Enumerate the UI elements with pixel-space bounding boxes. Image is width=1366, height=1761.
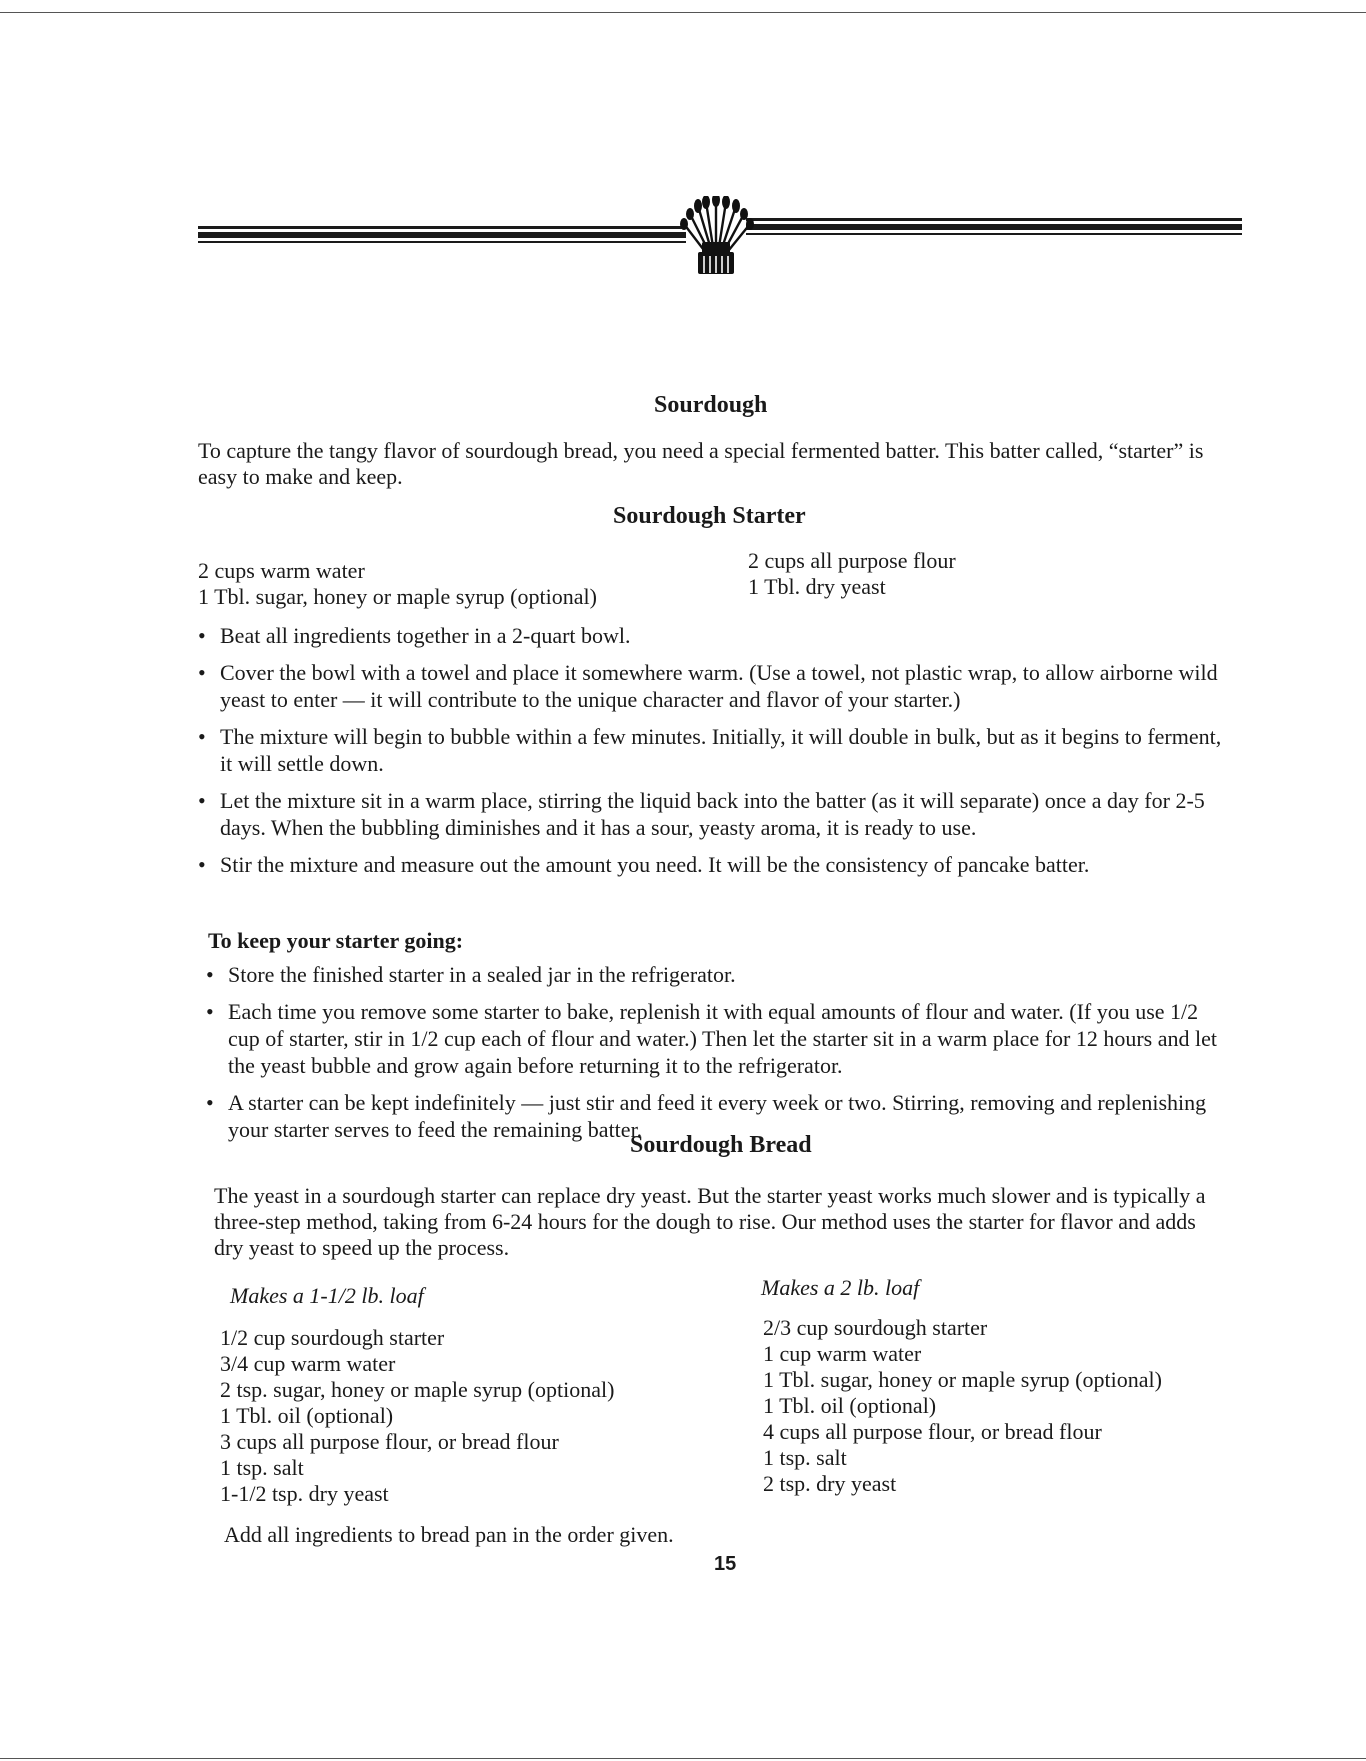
starter-step [198,851,1228,878]
small-loaf-heading: Makes a 1-1/2 lb. loaf [230,1283,424,1308]
bread-intro: The yeast in a sourdough starter can replace dry yeast. But the starter yeast works much slower and is typically a three-step method, taking from 6-24 hours for the dough to rise. Our method uses the starter for flavor and adds dry yeast to speed up the process. [214,1183,1206,1260]
keep-step [206,961,1230,988]
ingredient: 1 cup warm water [763,1341,922,1366]
ingredient: 1-1/2 tsp. dry yeast [220,1481,389,1506]
starter-step [198,723,1228,777]
ingredient: 1/2 cup sourdough starter [220,1325,445,1350]
scan-bottom-edge [0,1758,1366,1759]
starter-ingredients-right [748,548,956,600]
starter-ingredient: 1 Tbl. sugar, honey or maple syrup (optional) [198,584,597,609]
page-number: 15 [714,1553,737,1575]
ingredient: 2/3 cup sourdough starter [763,1315,988,1340]
ingredient: 1 Tbl. oil (optional) [220,1403,394,1428]
bread-instruction: Add all ingredients to bread pan in the order given. [224,1522,674,1547]
starter-heading: Sourdough Starter [613,503,806,529]
large-loaf-ingredients [763,1315,1162,1497]
bullet-icon: • [206,962,214,987]
keep-starter-steps [206,961,1230,1143]
ingredient: 1 Tbl. sugar, honey or maple syrup (optional) [763,1367,1162,1392]
starter-step-text: The mixture will begin to bubble within a few minutes. Initially, it will double in bulk, but as it begins to ferment, it will settle down. [220,724,1222,776]
large-loaf-heading: Makes a 2 lb. loaf [761,1275,920,1300]
intro-paragraph: To capture the tangy flavor of sourdough bread, you need a special fermented batter. This batter called, “starter” is easy to make and keep. [198,438,1204,489]
ingredient: 4 cups all purpose flour, or bread flour [763,1419,1102,1444]
starter-ingredients-left [198,558,597,610]
wheat-sheaf-divider-icon [198,196,1242,276]
starter-ingredient: 2 cups all purpose flour [748,548,956,573]
keep-step [206,998,1230,1079]
starter-ingredient: 2 cups warm water [198,558,365,583]
ingredient: 1 tsp. salt [220,1455,304,1480]
bullet-icon: • [206,999,214,1024]
starter-step [198,659,1228,713]
starter-ingredient: 1 Tbl. dry yeast [748,574,886,599]
starter-step-text: Cover the bowl with a towel and place it somewhere warm. (Use a towel, not plastic wrap, to allow airborne wild yeast to enter — it will contribute to the unique character and flavor of your starter.) [220,660,1218,712]
bullet-icon: • [206,1090,214,1115]
small-loaf-ingredients [220,1325,614,1507]
ingredient: 3 cups all purpose flour, or bread flour [220,1429,559,1454]
bullet-icon: • [198,660,206,685]
keep-step-text: Each time you remove some starter to bake, replenish it with equal amounts of flour and water. (If you use 1/2 cup of starter, stir in 1/2 cup each of flour and water.) Then let the starter sit in a warm place for 12 hours and let the yeast bubble and grow again before returning it to the refrigerator. [228,999,1217,1078]
bullet-icon: • [198,852,206,877]
starter-steps [198,622,1228,878]
keep-step-text: Store the finished starter in a sealed jar in the refrigerator. [228,962,736,987]
ingredient: 1 Tbl. oil (optional) [763,1393,937,1418]
keep-starter-heading: To keep your starter going: [208,928,464,953]
starter-step-text: Beat all ingredients together in a 2-quart bowl. [220,623,631,648]
scan-top-edge [0,12,1366,13]
ingredient: 2 tsp. sugar, honey or maple syrup (optional) [220,1377,615,1402]
ingredient: 1 tsp. salt [763,1445,847,1470]
bullet-icon: • [198,788,206,813]
ingredient: 3/4 cup warm water [220,1351,396,1376]
keep-step-text: A starter can be kept indefinitely — just stir and feed it every week or two. Stirring, removing and replenishing your starter serves to feed the remaining batter. [228,1090,1207,1142]
bread-heading: Sourdough Bread [630,1132,812,1158]
page-title: Sourdough [654,392,768,418]
starter-step-text: Let the mixture sit in a warm place, stirring the liquid back into the batter (as it will separate) once a day for 2-5 days. When the bubbling diminishes and it has a sour, yeasty aroma, it is ready to use. [220,788,1205,840]
starter-step-text: Stir the mixture and measure out the amount you need. It will be the consistency of pancake batter. [220,852,1090,877]
ingredient: 2 tsp. dry yeast [763,1471,897,1496]
starter-step [198,622,1228,649]
bullet-icon: • [198,724,206,749]
starter-step [198,787,1228,841]
bullet-icon: • [198,623,206,648]
